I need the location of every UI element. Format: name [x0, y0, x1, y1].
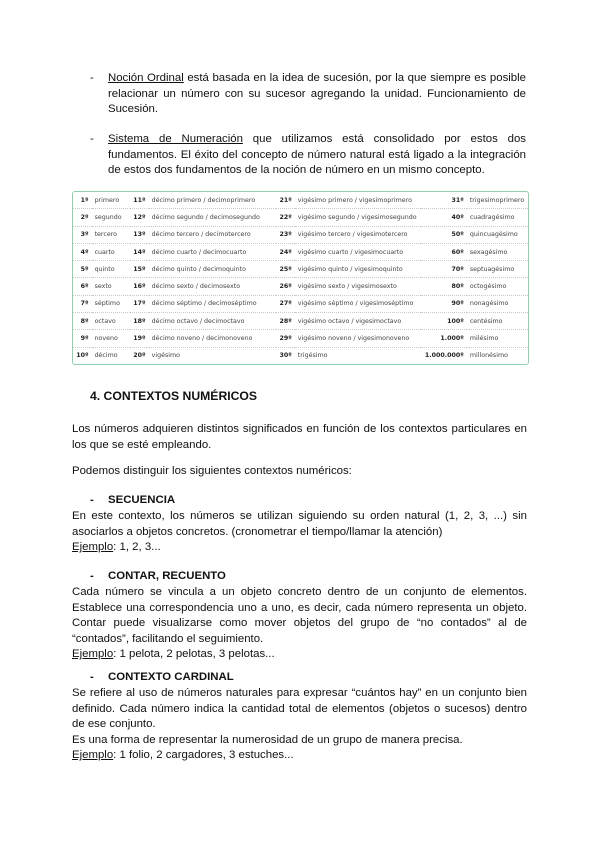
table-cell-number: 15º [130, 261, 149, 278]
table-cell-word: décimo primero / decimoprimero [149, 192, 277, 209]
table-cell-word: vigésimo quinto / vigesimoquinto [295, 261, 421, 278]
table-cell-word: noveno [92, 330, 130, 347]
table-cell-number: 1.000º [421, 330, 467, 347]
example-text: : 1 folio, 2 cargadores, 3 estuches... [113, 749, 294, 761]
context-text: Se refiere al uso de números naturales para expresar “cuántos hay” en un conjunto bien definido. Cada número indica la cantidad total de elementos (objetos o sucesos) dentro de ese conjunto. [72, 687, 527, 730]
table-cell-word: segundo [92, 209, 130, 226]
table-cell-number: 21º [276, 192, 295, 209]
table-cell-number: 29º [276, 330, 295, 347]
table-cell-word: centésimo [467, 313, 528, 330]
table-cell-number: 10º [76, 352, 89, 360]
table-cell-word: vigésimo [151, 352, 180, 360]
table-row [73, 330, 528, 347]
context-body-cardinal [72, 686, 527, 764]
table-row [73, 209, 528, 226]
example-text: : 1 pelota, 2 pelotas, 3 pelotas... [113, 648, 275, 660]
table-cell-word: octavo [92, 313, 130, 330]
table-row [73, 243, 528, 260]
table-cell-number: 26º [276, 278, 295, 295]
bullet-text: está basada en la idea de sucesión, por la que siempre es posible relacionar un número con su sucesor agregando la unidad. Funcionamiento de Sucesión. [108, 72, 527, 115]
table-cell-number: 40º [421, 209, 467, 226]
section-heading: 4. CONTEXTOS NUMÉRICOS [90, 389, 258, 403]
table-cell-word: octogésimo [467, 278, 528, 295]
table-cell-number: 27º [276, 295, 295, 312]
ordinal-table-image [72, 191, 529, 365]
context-title: CONTAR, RECUENTO [108, 570, 226, 582]
table-cell-number: 31º [421, 192, 467, 209]
context-heading-cardinal [90, 671, 234, 683]
context-heading-secuencia [90, 494, 175, 506]
table-cell-word: décimo segundo / decimosegundo [149, 209, 277, 226]
table-cell-word: trigésimo [297, 352, 328, 360]
table-cell-word: quinto [92, 261, 130, 278]
table-cell-number: 11º [130, 192, 149, 209]
table-row [73, 313, 528, 330]
table-cell-number: 60º [421, 243, 467, 260]
table-cell-word: sexto [92, 278, 130, 295]
table-cell-word: décimo sexto / decimosexto [149, 278, 277, 295]
table-cell-number: 5º [73, 261, 92, 278]
table-row [73, 192, 528, 209]
table-cell-word: vigésimo cuarto / vigesimocuarto [295, 243, 421, 260]
bullet-dash: - [90, 671, 94, 683]
section-intro: Los números adquieren distintos significados en función de los contextos particulares en los que se esté empleando. [72, 423, 527, 451]
context-text: Cada número se vincula a un objeto concreto dentro de un conjunto de elementos. Establece una correspondencia uno a uno, es decir, cada número representa un objeto. Contar puede visualizarse como mover objetos del grupo de “no contados” al de “contados”, facilitando el seguimiento. [72, 586, 527, 645]
table-cell-word: sexagésimo [467, 243, 528, 260]
table-cell-word: vigésimo segundo / vigesimosegundo [295, 209, 421, 226]
table-cell-number: 30º [279, 352, 292, 360]
example-text: : 1, 2, 3... [113, 541, 161, 553]
table-cell-word: décimo [94, 352, 118, 360]
table-cell-word: décimo noveno / decimonoveno [149, 330, 277, 347]
table-cell-number: 23º [276, 226, 295, 243]
table-cell-number: 22º [276, 209, 295, 226]
table-cell-number: 2º [73, 209, 92, 226]
table-cell-number: 1.000.000º [424, 352, 464, 360]
table-cell-number: 90º [421, 295, 467, 312]
table-cell-number: 80º [421, 278, 467, 295]
bullet-dash: - [90, 72, 94, 84]
context-example [72, 748, 527, 764]
table-cell-word: vigésimo primero / vigesimoprimero [295, 192, 421, 209]
table-cell-number: 9º [73, 330, 92, 347]
context-extra: Es una forma de representar la numerosidad de un grupo de manera precisa. [72, 733, 463, 746]
section-lead: Podemos distinguir los siguientes contextos numéricos: [72, 465, 352, 477]
table-cell-word: vigésimo sexto / vigesimosexto [295, 278, 421, 295]
table-cell-number: 1º [73, 192, 92, 209]
table-cell-number: 28º [276, 313, 295, 330]
table-cell-word: milésimo [467, 330, 528, 347]
term-noción-ordinal: Noción Ordinal [108, 72, 184, 84]
bullet-text: que utilizamos está consolidado por estos dos fundamentos. El éxito del concepto de número natural está ligado a la integración de estos dos fundamentos de la noción de número en un mismo concepto. [108, 133, 526, 176]
bullet-dash: - [90, 494, 94, 506]
table-cell-word: décimo quinto / decimoquinto [149, 261, 277, 278]
table-cell-word: vigésimo octavo / vigesimoctavo [295, 313, 421, 330]
table-cell-number: 13º [130, 226, 149, 243]
table-cell-word: nonagésimo [467, 295, 528, 312]
table-cell-word: cuadragésimo [467, 209, 528, 226]
table-cell-word: vigésimo séptimo / vigesimoséptimo [295, 295, 421, 312]
table-cell-word: millonésimo [469, 352, 508, 360]
table-cell-word: tercero [92, 226, 130, 243]
context-heading-contar [90, 570, 226, 582]
context-body-secuencia [72, 509, 527, 556]
example-label: Ejemplo [72, 648, 114, 660]
table-cell-number: 19º [130, 330, 149, 347]
table-cell-number: 50º [421, 226, 467, 243]
table-cell-word: septuagésimo [467, 261, 528, 278]
table-cell-word: primero [92, 192, 130, 209]
table-cell-word: décimo cuarto / decimocuarto [149, 243, 277, 260]
bullet-dash: - [90, 133, 94, 145]
table-cell-word: décimo tercero / decimotercero [149, 226, 277, 243]
context-body-contar [72, 585, 527, 663]
table-cell-word: trigesimoprimero [467, 192, 528, 209]
bullet-sistema-numeracion [90, 132, 526, 179]
context-example [72, 647, 527, 663]
table-cell-number: 7º [73, 295, 92, 312]
table-row [73, 261, 528, 278]
table-cell-number: 12º [130, 209, 149, 226]
table-cell-number: 100º [421, 313, 467, 330]
ordinal-table [73, 192, 528, 364]
table-cell-number: 20º [133, 352, 146, 360]
table-cell-word: séptimo [92, 295, 130, 312]
table-cell-number: 16º [130, 278, 149, 295]
table-cell-word: cuarto [92, 243, 130, 260]
table-cell-number: 24º [276, 243, 295, 260]
table-cell-word: vigésimo noveno / vigesimonoveno [295, 330, 421, 347]
context-title: CONTEXTO CARDINAL [108, 671, 234, 683]
table-cell-number: 17º [130, 295, 149, 312]
table-row [73, 347, 528, 364]
bullet-dash: - [90, 570, 94, 582]
table-cell-word: vigésimo tercero / vigesimotercero [295, 226, 421, 243]
term-sistema-numeracion: Sistema de Numeración [108, 133, 243, 145]
table-cell-number: 6º [73, 278, 92, 295]
table-row [73, 278, 528, 295]
table-cell-number: 25º [276, 261, 295, 278]
example-label: Ejemplo [72, 541, 114, 553]
table-row [73, 226, 528, 243]
context-text: En este contexto, los números se utilizan siguiendo su orden natural (1, 2, 3, ...) sin asociarlos a objetos concretos. (cronometrar el tiempo/llamar la atención) [72, 510, 527, 538]
table-cell-number: 18º [130, 313, 149, 330]
context-example [72, 540, 527, 556]
table-cell-word: décimo séptimo / decimoséptimo [149, 295, 277, 312]
table-cell-word: décimo octavo / decimoctavo [149, 313, 277, 330]
table-row [73, 295, 528, 312]
table-cell-number: 70º [421, 261, 467, 278]
bullet-ordinal [90, 71, 526, 118]
context-title: SECUENCIA [108, 494, 176, 506]
example-label: Ejemplo [72, 749, 114, 761]
table-cell-word: quincuagésimo [467, 226, 528, 243]
table-cell-number: 4º [73, 243, 92, 260]
table-cell-number: 14º [130, 243, 149, 260]
table-cell-number: 8º [73, 313, 92, 330]
table-cell-number: 3º [73, 226, 92, 243]
